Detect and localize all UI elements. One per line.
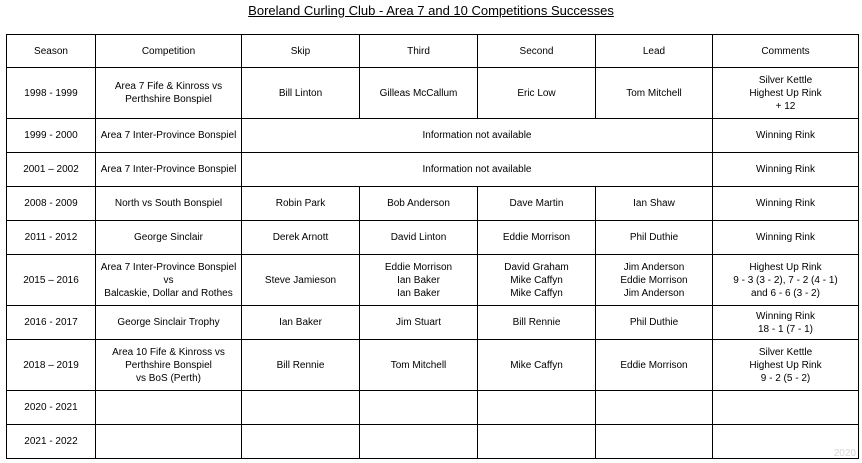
skip-cell: Derek Arnott — [242, 221, 360, 255]
third-cell: David Linton — [360, 221, 478, 255]
table-row — [7, 340, 859, 391]
lead-cell: Jim Anderson Eddie Morrison Jim Anderson — [596, 255, 713, 306]
season-cell: 2008 - 2009 — [7, 187, 96, 221]
skip-cell — [242, 391, 360, 425]
table-row — [7, 306, 859, 340]
skip-cell: Robin Park — [242, 187, 360, 221]
season-cell: 2016 - 2017 — [7, 306, 96, 340]
competition-cell: Area 7 Inter-Province Bonspiel — [96, 119, 242, 153]
season-cell: 2018 – 2019 — [7, 340, 96, 391]
table-row — [7, 221, 859, 255]
third-cell — [360, 425, 478, 459]
third-cell — [360, 391, 478, 425]
third-cell: Jim Stuart — [360, 306, 478, 340]
competition-cell — [96, 391, 242, 425]
second-cell: Bill Rennie — [478, 306, 596, 340]
lead-cell: Ian Shaw — [596, 187, 713, 221]
competition-cell: Area 7 Inter-Province Bonspiel vs Balcaskie, Dollar and Rothes — [96, 255, 242, 306]
season-cell: 2020 - 2021 — [7, 391, 96, 425]
skip-cell: Bill Rennie — [242, 340, 360, 391]
second-cell: Dave Martin — [478, 187, 596, 221]
season-cell: 2021 - 2022 — [7, 425, 96, 459]
lead-cell — [596, 425, 713, 459]
table-row — [7, 119, 859, 153]
second-cell: Mike Caffyn — [478, 340, 596, 391]
lead-cell: Tom Mitchell — [596, 68, 713, 119]
header-lead: Lead — [596, 35, 713, 68]
table-row — [7, 425, 859, 459]
comments-cell: Winning Rink 18 - 1 (7 - 1) — [713, 306, 859, 340]
table-row — [7, 153, 859, 187]
comments-cell — [713, 391, 859, 425]
third-cell: Eddie Morrison Ian Baker Ian Baker — [360, 255, 478, 306]
table-row — [7, 187, 859, 221]
table-row — [7, 255, 859, 306]
merged-info-cell: Information not available — [242, 119, 713, 153]
competition-cell: George Sinclair Trophy — [96, 306, 242, 340]
competitions-table — [6, 34, 859, 459]
third-cell: Tom Mitchell — [360, 340, 478, 391]
third-cell: Gilleas McCallum — [360, 68, 478, 119]
header-third: Third — [360, 35, 478, 68]
comments-cell: Winning Rink — [713, 119, 859, 153]
skip-cell — [242, 425, 360, 459]
skip-cell: Bill Linton — [242, 68, 360, 119]
competition-cell: Area 7 Fife & Kinross vs Perthshire Bonspiel — [96, 68, 242, 119]
competition-cell: North vs South Bonspiel — [96, 187, 242, 221]
comments-cell: Silver Kettle Highest Up Rink 9 - 2 (5 - 2) — [713, 340, 859, 391]
competition-cell: George Sinclair — [96, 221, 242, 255]
skip-cell: Steve Jamieson — [242, 255, 360, 306]
page-title: Boreland Curling Club - Area 7 and 10 Competitions Successes — [248, 3, 614, 18]
lead-cell: Eddie Morrison — [596, 340, 713, 391]
lead-cell: Phil Duthie — [596, 306, 713, 340]
lead-cell — [596, 391, 713, 425]
merged-info-cell: Information not available — [242, 153, 713, 187]
lead-cell: Phil Duthie — [596, 221, 713, 255]
season-cell: 2011 - 2012 — [7, 221, 96, 255]
header-skip: Skip — [242, 35, 360, 68]
season-cell: 1998 - 1999 — [7, 68, 96, 119]
second-cell: Eric Low — [478, 68, 596, 119]
competition-cell: Area 10 Fife & Kinross vs Perthshire Bonspiel vs BoS (Perth) — [96, 340, 242, 391]
third-cell: Bob Anderson — [360, 187, 478, 221]
header-second: Second — [478, 35, 596, 68]
second-cell — [478, 425, 596, 459]
season-cell: 2001 – 2002 — [7, 153, 96, 187]
comments-cell: Winning Rink — [713, 153, 859, 187]
header-season: Season — [7, 35, 96, 68]
competition-cell: Area 7 Inter-Province Bonspiel — [96, 153, 242, 187]
comments-cell: Winning Rink — [713, 221, 859, 255]
competition-cell — [96, 425, 242, 459]
table-row — [7, 68, 859, 119]
watermark: 2020 — [833, 448, 856, 459]
comments-cell: Silver Kettle Highest Up Rink + 12 — [713, 68, 859, 119]
second-cell: Eddie Morrison — [478, 221, 596, 255]
skip-cell: Ian Baker — [242, 306, 360, 340]
table-row — [7, 391, 859, 425]
season-cell: 1999 - 2000 — [7, 119, 96, 153]
second-cell: David Graham Mike Caffyn Mike Caffyn — [478, 255, 596, 306]
header-competition: Competition — [96, 35, 242, 68]
season-cell: 2015 – 2016 — [7, 255, 96, 306]
comments-cell: Winning Rink — [713, 187, 859, 221]
header-row — [7, 35, 859, 68]
second-cell — [478, 391, 596, 425]
header-comments: Comments — [713, 35, 859, 68]
comments-cell: Highest Up Rink 9 - 3 (3 - 2), 7 - 2 (4 - 1) and 6 - 6 (3 - 2) — [713, 255, 859, 306]
